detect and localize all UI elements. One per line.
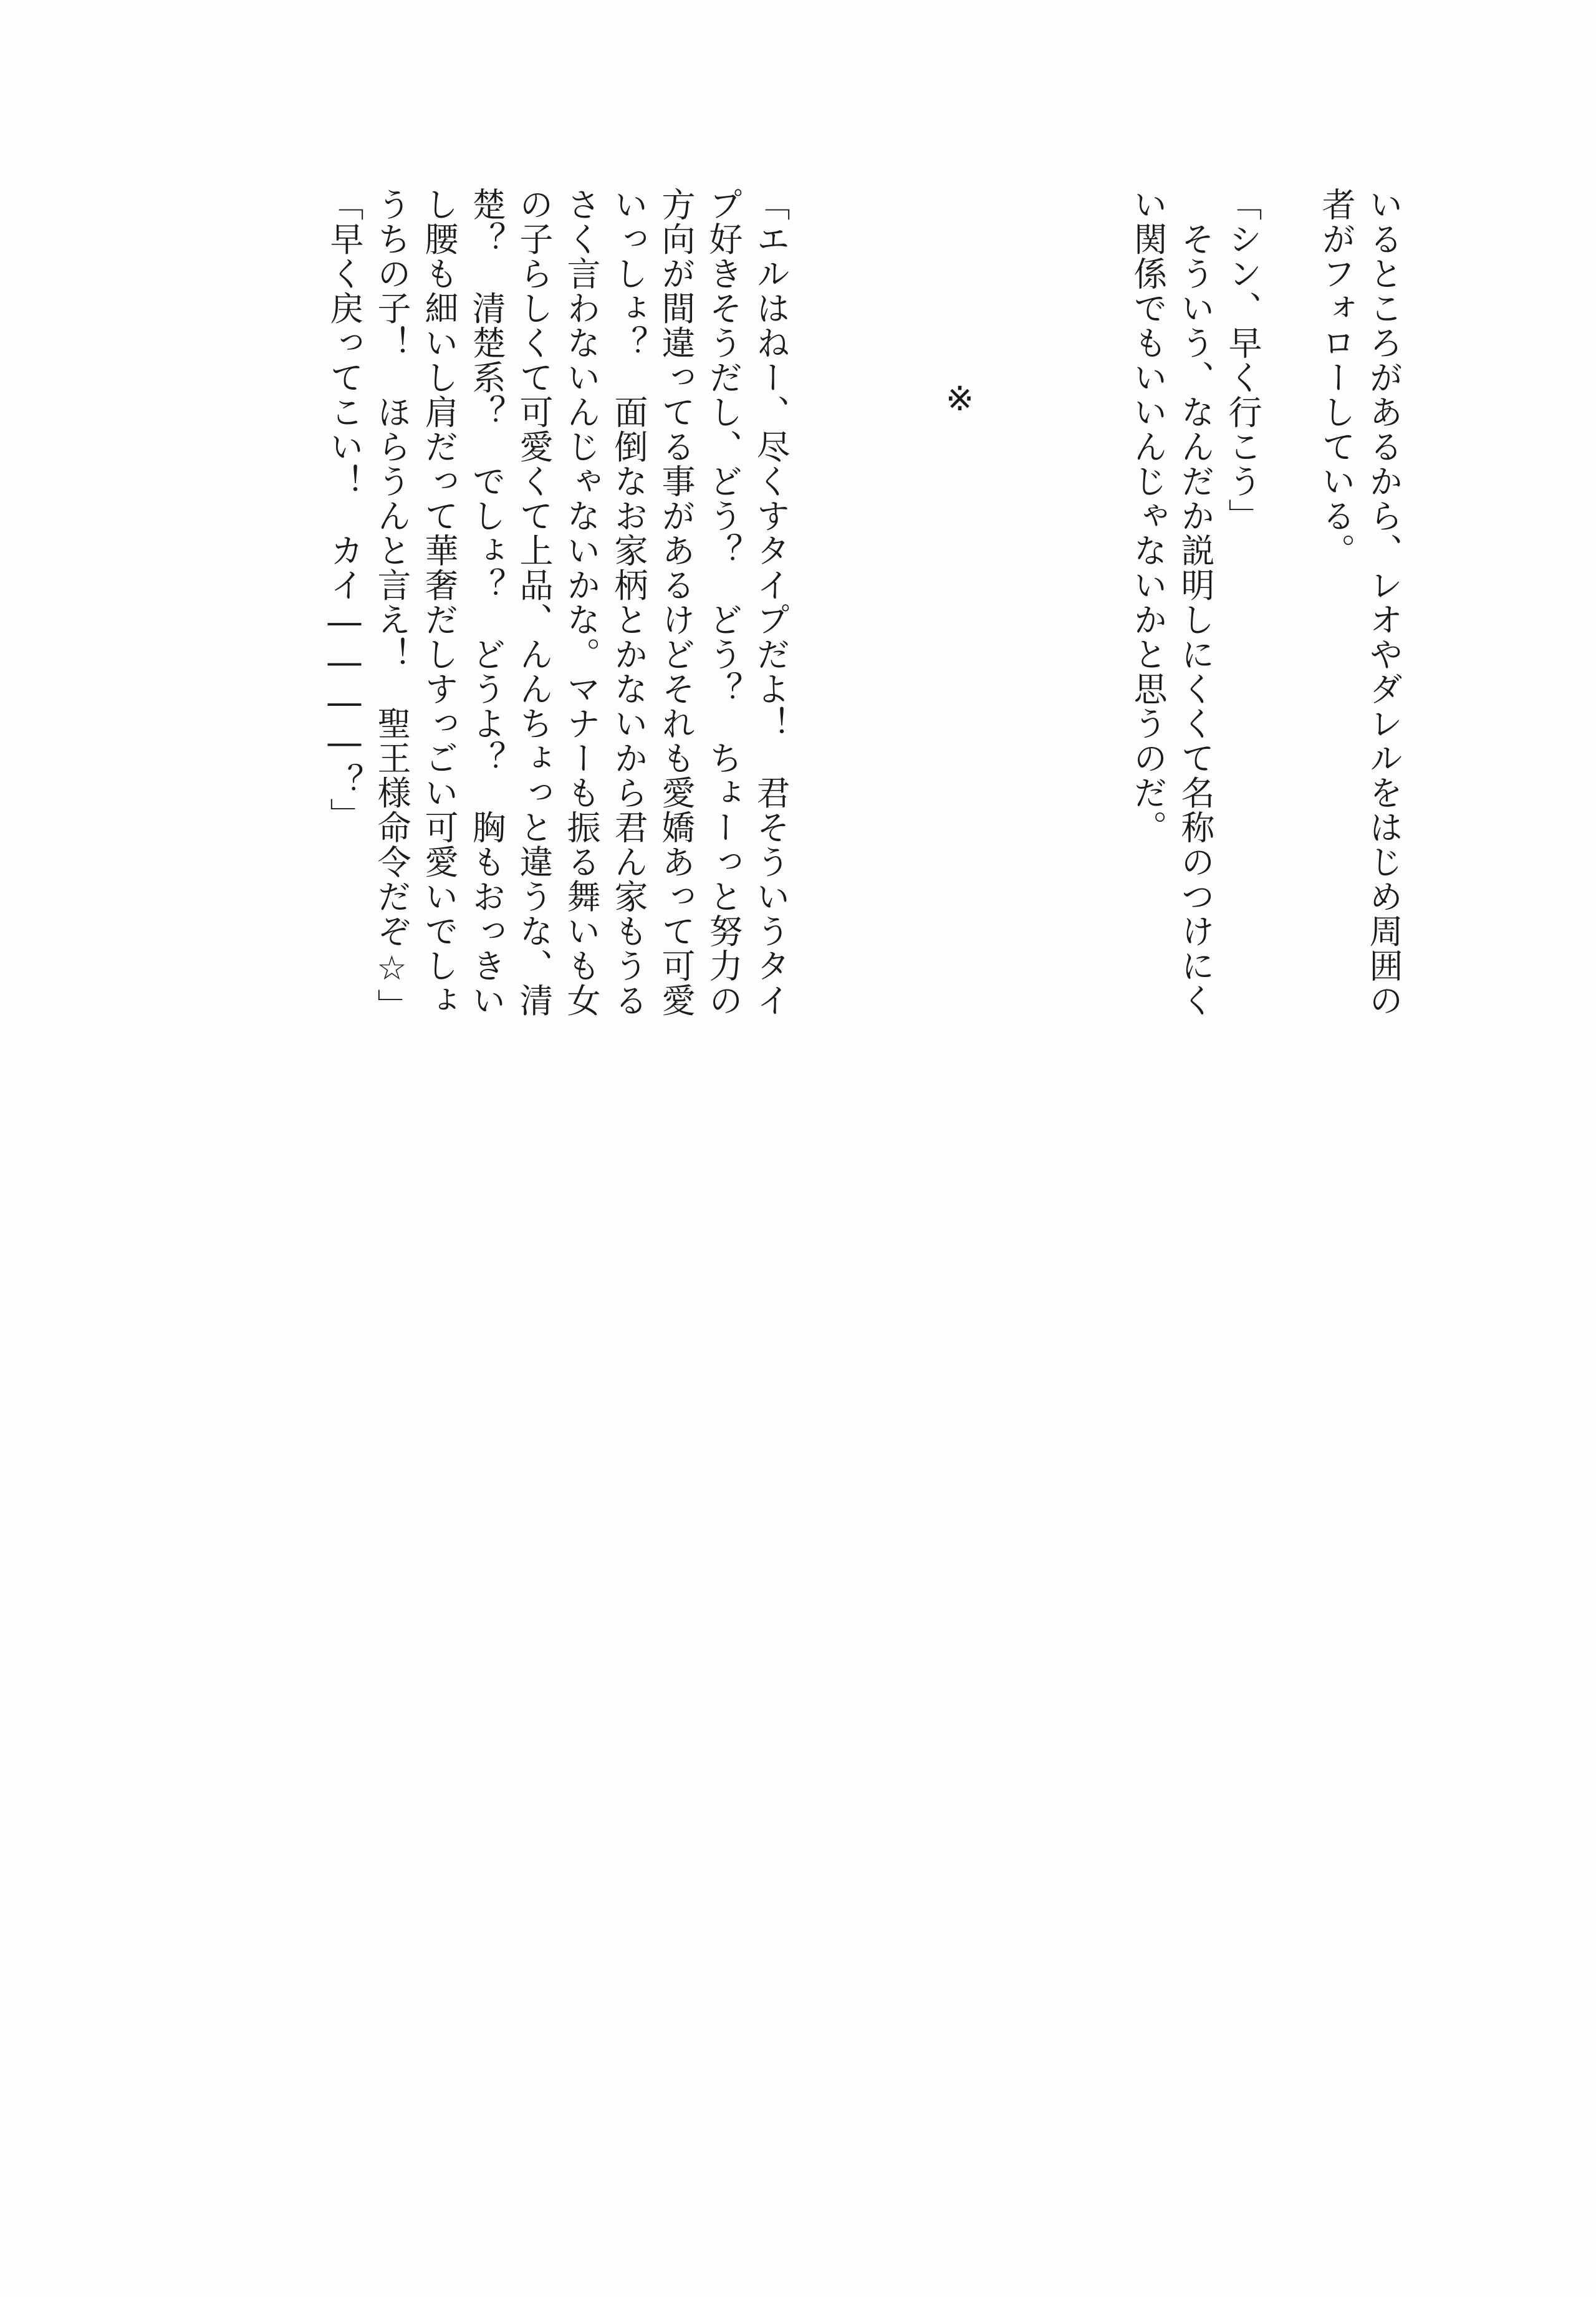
text-line: うちの子！ ほらうんと言え！ 聖王様命令だぞ☆」	[372, 187, 411, 1023]
text-line: い関係でもいいんじゃないかと思うのだ。	[1128, 187, 1168, 845]
text-line: 方向が間違ってる事があるけどそれも愛嬌あって可愛	[656, 187, 696, 1018]
text-line: 「シン、早く行こう」	[1223, 187, 1262, 533]
text-line: 楚？ 清楚系？ でしょ？ どうよ？ 胸もおっきい	[467, 187, 506, 1018]
text-line: そういう、なんだか説明しにくくて名称のつけにく	[1176, 187, 1215, 1018]
text-line: 「早く戻ってこい！ カイ――――？」	[325, 187, 364, 832]
text-line: の子らしくて可愛くて上品、んんちょっと違うな、清	[514, 187, 554, 1018]
section-break-mark: ※	[940, 379, 979, 418]
text-line: 「エルはねー、尽くすタイプだよ！ 君そういうタイ	[751, 187, 791, 1018]
text-line: いるところがあるから、レオやダレルをはじめ周囲の	[1364, 187, 1403, 1018]
text-line: さく言わないんじゃないかな。マナーも振る舞いも女	[562, 187, 601, 1018]
text-line: 者がフォローしている。	[1317, 187, 1356, 568]
text-line: いっしょ？ 面倒なお家柄とかないから君ん家もうる	[609, 187, 648, 1018]
text-line: プ好きそうだし、どう？ どう？ ちょーっと努力の	[704, 187, 743, 1018]
text-line: し腰も細いし肩だって華奢だしすっごい可愛いでしょ	[420, 187, 459, 1018]
